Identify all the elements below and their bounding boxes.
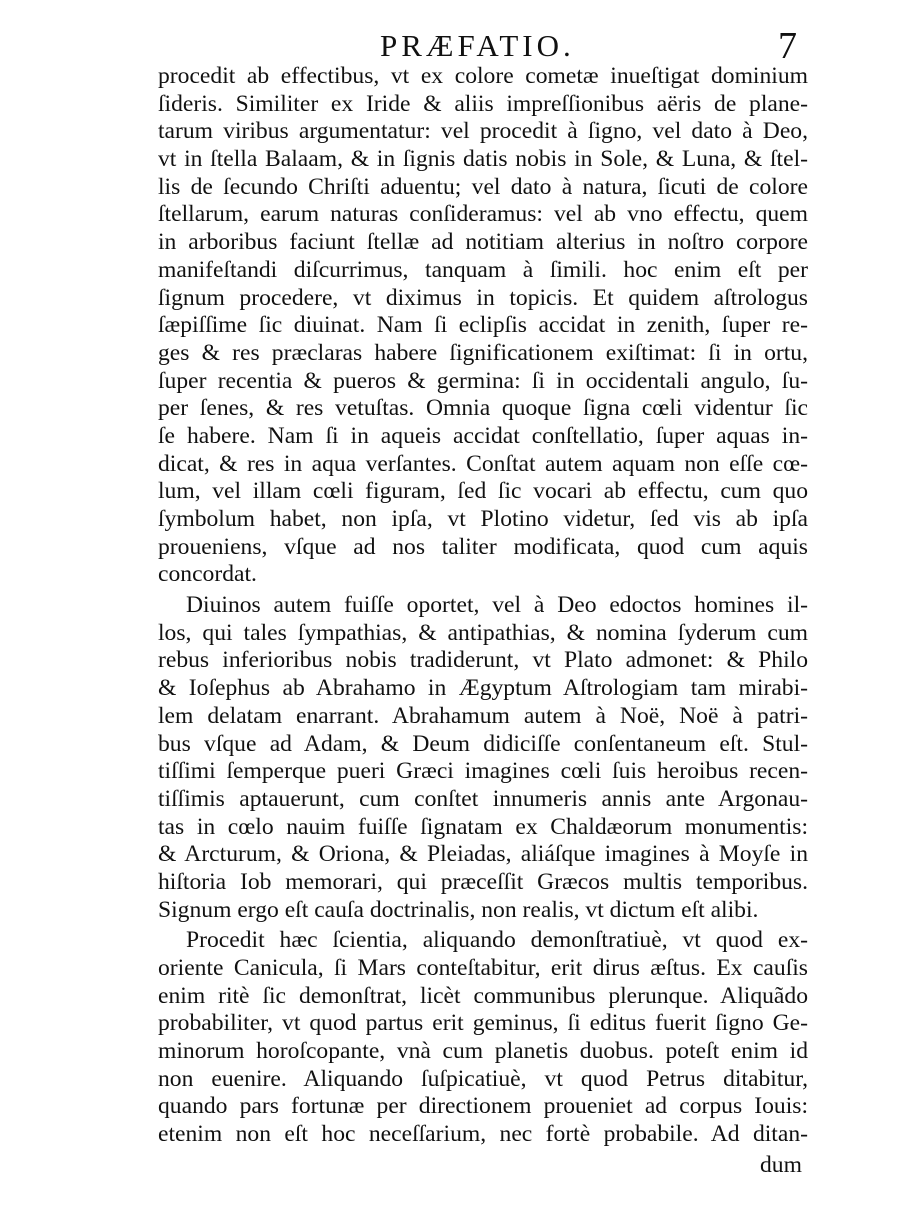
text-line: Signum ergo eſt cauſa doctrinalis, non realis, vt dictum eſt alibi.	[158, 896, 759, 923]
text-line: per ſenes, & res vetuſtas. Omnia quoque ſigna cœli videntur ſic	[158, 395, 808, 422]
text-line: tas in cœlo nauim fuiſſe ſignatam ex Chaldæorum monumentis:	[158, 813, 808, 840]
text-line: enim ritè ſic demonſtrat, licèt communibus plerunque. Aliquãdo	[158, 982, 808, 1009]
text-line: vt in ſtella Balaam, & in ſignis datis nobis in Sole, & Luna, & ſtel-	[158, 146, 808, 173]
text-line: ſe habere. Nam ſi in aqueis accidat conſtellatio, ſuper aquas in-	[158, 422, 808, 449]
text-line: lis de ſecundo Chriſti aduentu; vel dato à natura, ſicuti de colore	[158, 173, 808, 200]
text-line: tarum viribus argumentatur: vel procedit à ſigno, vel dato à Deo,	[158, 118, 808, 145]
text-line: ſtellarum, earum naturas conſideramus: vel ab vno effectu, quem	[158, 201, 808, 228]
text-line: lem delatam enarrant. Abrahamum autem à Noë, Noë à patri-	[158, 702, 808, 729]
text-line: hiſtoria Iob memorari, qui præceſſit Græcos multis temporibus.	[158, 868, 808, 895]
text-line: concordat.	[158, 561, 257, 588]
text-line: etenim non eſt hoc neceſſarium, nec fortè probabile. Ad ditan-	[158, 1121, 808, 1148]
paragraph	[158, 63, 808, 589]
paragraph	[158, 592, 808, 924]
text-line: in arboribus faciunt ſtellæ ad notitiam alterius in noſtro corpore	[158, 229, 808, 256]
text-line: lum, vel illam cœli figuram, ſed ſic vocari ab effectu, cum quo	[158, 478, 808, 505]
text-line: tiſſimis aptauerunt, cum conſtet innumeris annis ante Argonau-	[158, 785, 808, 812]
catchword: dum	[760, 1152, 802, 1178]
text-line: dicat, & res in aqua verſantes. Conſtat autem aquam non eſſe cœ-	[158, 450, 808, 477]
text-line: Diuinos autem fuiſſe oportet, vel à Deo edoctos homines il-	[186, 592, 808, 619]
text-line: Procedit hæc ſcientia, aliquando demonſtratiuè, vt quod ex-	[186, 927, 808, 954]
text-line: & Arcturum, & Oriona, & Pleiadas, aliáſque imagines à Moyſe in	[158, 841, 808, 868]
running-title: PRÆFATIO.	[380, 28, 575, 63]
text-line: proueniens, vſque ad nos taliter modificata, quod cum aquis	[158, 533, 808, 560]
text-line: oriente Canicula, ſi Mars conteſtabitur, erit dirus æſtus. Ex cauſis	[158, 955, 808, 981]
text-line: ſuper recentia & pueros & germina: ſi in occidentali angulo, ſu-	[158, 367, 808, 394]
text-line: los, qui tales ſympathias, & antipathias, & nomina ſyderum cum	[158, 619, 808, 646]
text-line: manifeſtandi diſcurrimus, tanquam à ſimili. hoc enim eſt per	[158, 256, 808, 283]
body-text	[158, 63, 808, 1149]
text-line: minorum horoſcopante, vnà cum planetis duobus. poteſt enim id	[158, 1038, 808, 1065]
text-line: ſignum procedere, vt diximus in topicis. Et quidem aſtrologus	[158, 284, 808, 311]
page-number: 7	[778, 25, 797, 67]
text-line: ſymbolum habet, non ipſa, vt Plotino videtur, ſed vis ab ipſa	[158, 506, 808, 532]
text-line: probabiliter, vt quod partus erit geminus, ſi editus fuerit ſigno Ge-	[158, 1010, 808, 1037]
text-line: tiſſimi ſemperque pueri Græci imagines cœli ſuis heroibus recen-	[158, 758, 808, 785]
paragraph	[158, 927, 808, 1149]
text-line: bus vſque ad Adam, & Deum didiciſſe conſentaneum eſt. Stul-	[158, 730, 808, 757]
text-line: & Ioſephus ab Abrahamo in Ægyptum Aſtrologiam tam mirabi-	[158, 675, 808, 702]
text-line: quando pars fortunæ per directionem proueniet ad corpus Iouis:	[158, 1093, 808, 1120]
text-line: ſæpiſſime ſic diuinat. Nam ſi eclipſis accidat in zenith, ſuper re-	[158, 312, 808, 339]
text-line: procedit ab effectibus, vt ex colore cometæ inueſtigat dominium	[158, 63, 808, 89]
text-line: non euenire. Aliquando ſuſpicatiuè, vt quod Petrus ditabitur,	[158, 1065, 808, 1092]
text-line: ges & res præclaras habere ſignificationem exiſtimat: ſi in ortu,	[158, 339, 808, 366]
text-line: ſideris. Similiter ex Iride & aliis impreſſionibus aëris de plane-	[158, 90, 808, 117]
text-line: rebus inferioribus nobis tradiderunt, vt Plato admonet: & Philo	[158, 647, 808, 674]
